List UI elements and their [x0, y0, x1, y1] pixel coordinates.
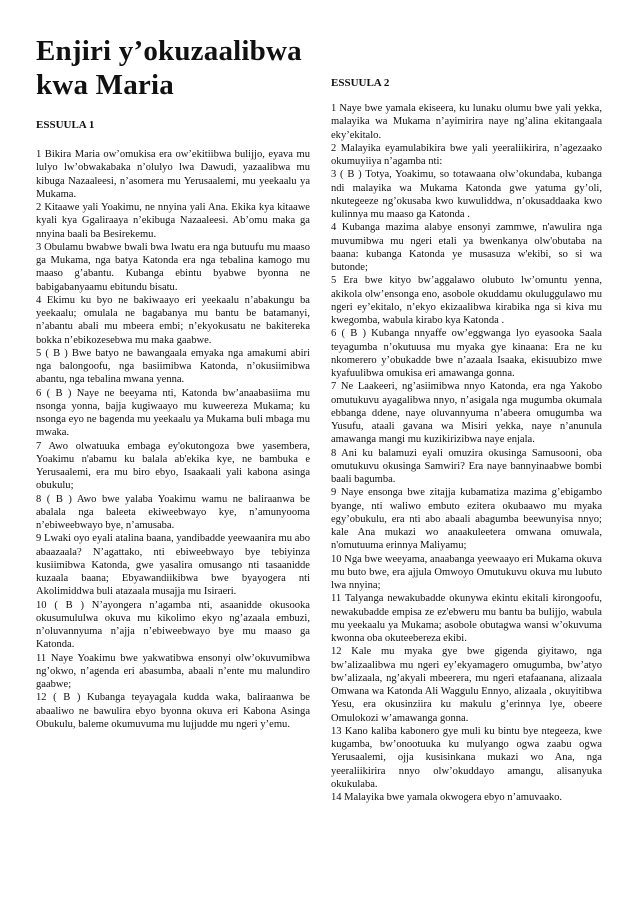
- chapter-2-body: [331, 102, 602, 804]
- verse: 8 ( B ) Awo bwe yalaba Yoakimu wamu ne baliraanwa be abalala nga baleeta ekiweebwayo kye, n’amunyooma n’ebiweebwayo bye, n’amusaba.: [36, 493, 310, 531]
- verse: 10 Nga bwe weeyama, anaabanga yeewaayo eri Mukama okuva mu buto bwe, era ajjula Omwoyo Omutukuvu okuva mu lubuto lwa nnyina;: [331, 553, 602, 591]
- verse: 5 ( B ) Bwe batyo ne bawangaala emyaka nga amakumi abiri nga balongoofu, nga basiimibwa Katonda, n’okusiimibwa abantu, nga tebalina mwana yenna.: [36, 347, 310, 386]
- verse: 4 Ekimu ku byo ne bakiwaayo eri yeekaalu n’abakungu ba yeekaalu; omulala ne bagabanya mu bantu be batamanyi, n’abantu abali mu mbeera embi; n’ekyokusatu ne bakitereka bokka n’ebikozesebwa mu maka gaabwe.: [36, 294, 310, 346]
- verse: 2 Malayika eyamulabikira bwe yali yeeraliikirira, n’agezaako okumuyiiya n’agamba nti:: [331, 142, 602, 167]
- verse: 8 Ani ku balamuzi eyali omuzira okusinga Samusooni, oba omutukuvu okusinga Samwiri? Era naye bannyinaabwe bombi baali bagumba.: [331, 447, 602, 485]
- verse: 6 ( B ) Naye ne beeyama nti, Katonda bw’anaabasiima mu nsonga yonna, bajja kugiwaayo mu kuweereza Mukama; ku nsonga eyo ne bagenda mu yeekaalu ya Mukama buli mbaga mu mwaka.: [36, 387, 310, 439]
- right-column: [331, 76, 602, 804]
- left-column: [36, 34, 310, 731]
- verse: 12 Kale mu myaka gye bwe gigenda giyitawo, nga bw’alizaalibwa mu ngeri ey’ekyamagero omugumba, bw’atyo bw’alizaala, ng’akyali mbeerera, mu ngeri etafaanana, alizaala Omwana wa Katonda Ali Waggulu Ennyo, alizaala , okuyitibwa Yesu, era okusinziira ku makulu g’erinnya lye, obeere Omulokozi w’amawanga gonna.: [331, 646, 602, 724]
- verse: 4 Kubanga mazima alabye ensonyi zammwe, n'awulira nga muvumibwa mu ngeri etali ya bwenkanya olw'obutaba na baana: kubanga Katonda ye musasuza w'ekibi, so si wa butonde;: [331, 222, 602, 273]
- verse: 3 ( B ) Totya, Yoakimu, so totawaana olw’okundaba, kubanga ndi malayika wa Mukama Katonda gwe yatuma gy’oli, nkutegeeze ng’okusaba kwo kuwuliddwa, n’okusaddaaka kwo kulinnya mu maaso ga Katonda .: [331, 169, 602, 220]
- chapter-2-heading: ESSUULA 2: [331, 77, 390, 89]
- verse: 6 ( B ) Kubanga nnyaffe ow’eggwanga lyo eyasooka Saala teyagumba n’okutuusa mu myaka gye kinaana: Era ne ku nkomerero y’obukadde bwe n’azaala Isaaka, ekisuubizo mwe kyafuulibwa omukisa eri amawanga gonna.: [331, 328, 602, 379]
- verse: 2 Kitaawe yali Yoakimu, ne nnyina yali Ana. Ekika kya kitaawe kyali kya Ggaliraaya n’ekibuga Nazaaleesi. Ab’omu maka ga nnyina baali ba Besirekemu.: [36, 202, 310, 240]
- verse: 7 Awo olwatuuka embaga ey'okutongoza bwe yasembera, Yoakimu n'abamu ku balala ab'ekika kye, ne bambuka e Yerusaalemi, era mu biro ebyo, Isaakaali yali kabona asinga obukulu;: [36, 440, 310, 492]
- chapter-1-heading: ESSUULA 1: [36, 119, 95, 131]
- verse: 7 Ne Laakeeri, ng’asiimibwa nnyo Katonda, era nga Yakobo omutukuvu ayagalibwa nnyo, n’asigala nga mugumba okumala ebbanga ddene, naye oluvannyuma n’abeera omugumba wa Yusufu, ataali gavana wa Misiri yekka, naye n’anunula amawanga mangi mu kuzikirizibwa naye enjala.: [331, 381, 602, 446]
- verse: 11 Naye Yoakimu bwe yakwatibwa ensonyi olw’okuvumibwa ng’okwo, n’agenda eri abasumba, abaali n’ente mu malundiro gaabwe;: [36, 652, 310, 690]
- verse: 12 ( B ) Kubanga teyayagala kudda waka, baliraanwa be abaaliwo ne bawulira ebyo byonna okuva eri Kabona Asinga Obukulu, baleme okumuvuma mu lujjudde mu ngeri y’emu.: [36, 692, 310, 730]
- verse: 1 Naye bwe yamala ekiseera, ku lunaku olumu bwe yali yekka, malayika wa Mukama n’ayimirira naye ng’alina ekitangaala eky’ekitalo.: [331, 103, 602, 141]
- verse: 9 Lwaki oyo eyali atalina baana, yandibadde yeewaanira mu abo abaazaala? N’agattako, nti ebiweebwayo bye tebiyinza kusiimibwa Katonda, gwe yasalira omusango nti tasaanidde kuzaala baana; Ebyawandiikibwa bwe byayogera nti Akolimiddwa buli atazaala musajja mu Isiraeri.: [36, 533, 310, 598]
- document-title: Enjiri y’okuzaalibwa kwa Maria: [36, 35, 302, 101]
- verse: 13 Kano kaliba kabonero gye muli ku bintu bye ntegeeza, kwe kugamba, bw’onootuuka ku mulyango ogwa zaabu ogwa Yerusaalemi, ojja kusisinkana mukazi wo Ana, nga yeeraliikirira nnyo olw’okuddayo amangu, alisanyuka okukulaba.: [331, 725, 602, 790]
- verse: 10 ( B ) N’ayongera n’agamba nti, asaanidde okusooka okusumululwa okuva mu kikolimo ekyo ng’azaala embuzi, n’oluvannyuma n’ajja n’ebiweebwayo bye mu maaso ga Katonda.: [36, 599, 310, 651]
- verse: 9 Naye ensonga bwe zitajja kubamatiza mazima g’ebigambo byange, nti waliwo embuto ezitera okubaawo mu myaka egy’obukulu, era nti abo abaali abagumba beewunyisa nnyo; kale Ana mukazi wo anaakuleetera omwana omuwala, n'omutuuma erinnya Maliyamu;: [331, 487, 602, 552]
- chapter-1-body: [36, 148, 310, 731]
- verse: 11 Talyanga newakubadde okunywa ekintu ekitali kirongoofu, newakubadde empisa ze ez'ebweru mu bantu ba bulijjo, wabula mu yeekaalu ya Mukama; asobole obutagwa wansi w’okuvuma kwonna oba okuteeberezа ekibi.: [331, 593, 602, 644]
- verse: 5 Era bwe kityo bw’aggalawo olubuto lw’omuntu yenna, akikola olw’ensonga eno, asobole okuddamu okuluggulawo mu ngeri ey’ekitalo, n’ekyo ekizaalibwa kirabika nga si kiva mu kwegomba, wabula kirabo kya Katonda .: [331, 275, 602, 326]
- verse: 14 Malayika bwe yamala okwogera ebyo n’amuvaako.: [331, 792, 563, 803]
- verse: 3 Obulamu bwabwe bwali bwa lwatu era nga butuufu mu maaso ga Mukama, nga batya Katonda era nga tebalina kamogo mu maaso g’abantu. Kubanga ebintu byabwe byonna ne babigabanyaamu ebitundu bisatu.: [36, 241, 310, 293]
- verse: 1 Bikira Maria ow’omukisa era ow’ekitiibwa bulijjo, eyava mu lulyo lw’obwakabaka n’olulyo lwa Dawudi, yazaalibwa mu kibuga Nazaaleesi, n’asomera mu Yerusaalemi, mu yeekaalu ya Mukama.: [36, 149, 310, 200]
